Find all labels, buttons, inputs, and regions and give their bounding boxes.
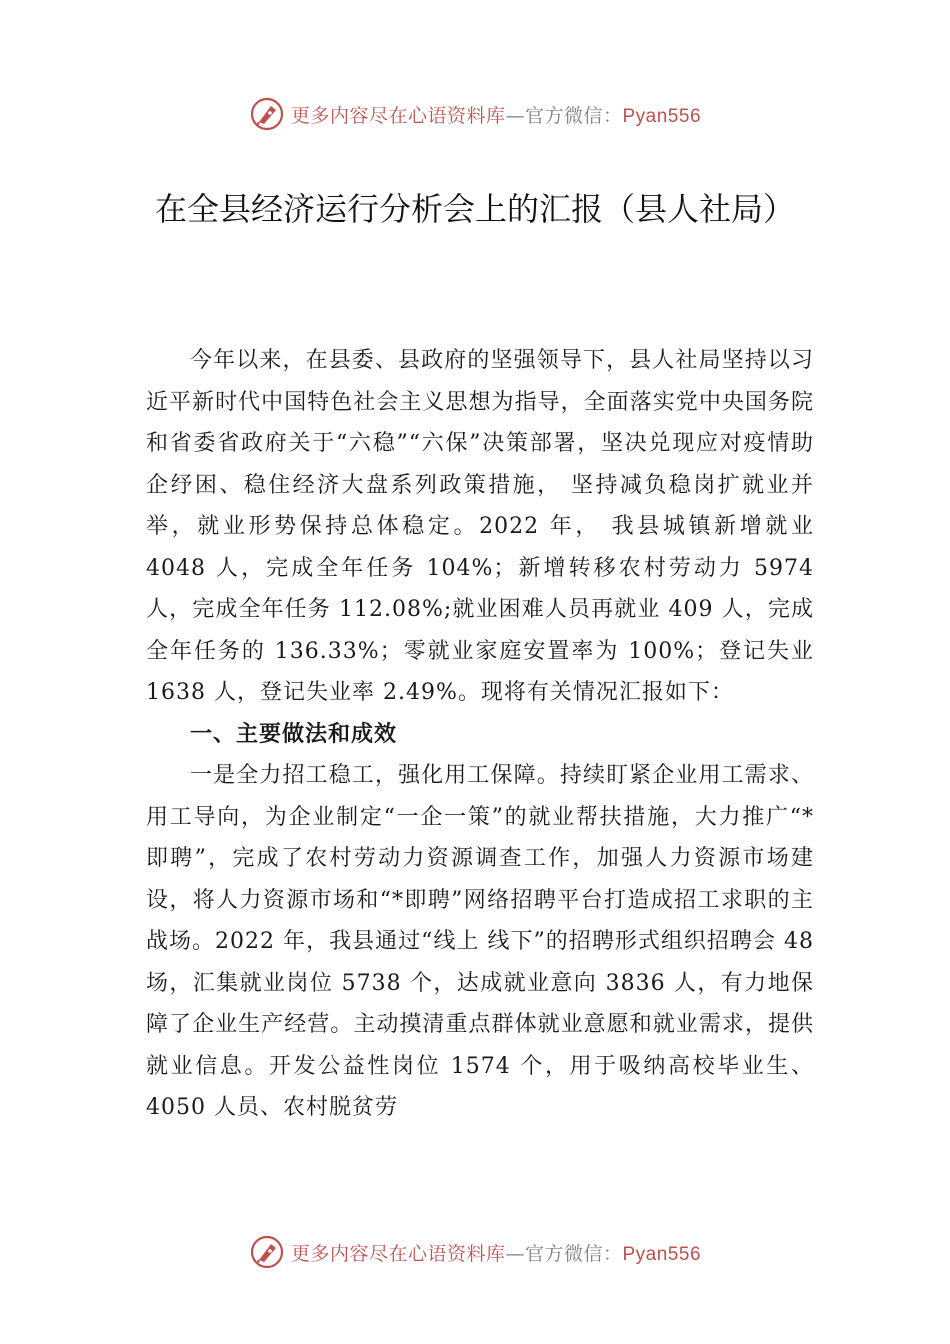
intro-paragraph: 今年以来，在县委、县政府的坚强领导下，县人社局坚持以习近平新时代中国特色社会主义思想为指导，全面落实党中央国务院和省委省政府关于“六稳”“六保”决策部署，坚决兑现应对疫情助企纾困、稳住经济大盘系列政策措施， 坚持减负稳岗扩就业并举，就业形势保持总体稳定。2022 年， 我县城镇新增就业 4048 人，完成全年任务 104%；新增转移农村劳动力 5974 人，完成全年任务 112.08%;就业困难人员再就业 409 人，完成全年任务的 136.33%；零就业家庭安置率为 100%；登记失业 1638 人，登记失业率 2.49%。现将有关情况汇报如下： — [146, 348, 814, 705]
pen-nib-icon — [249, 96, 285, 132]
wechat-id: Pyan556 — [622, 1243, 702, 1265]
promo-dash: — — [505, 104, 525, 127]
promo-label: 更多内容尽在心语资料库 — [290, 1242, 506, 1265]
promo-dash: — — [505, 1242, 525, 1265]
header-banner — [0, 94, 950, 134]
promo-label: 更多内容尽在心语资料库 — [290, 104, 506, 127]
wechat-label: 官方微信： — [524, 104, 623, 127]
body-paragraph: 一是全力招工稳工，强化用工保障。持续盯紧企业用工需求、用工导向，为企业制定“一企一策”的就业帮扶措施，大力推广“*即聘”，完成了农村劳动力资源调查工作，加强人力资源市场建设，将人力资源市场和“*即聘”网络招聘平台打造成招工求职的主战场。2022 年，我县通过“线上 线下”的招聘形式组织招聘会 48 场，汇集就业岗位 5738 个，达成就业意向 3836 人，有力地保障了企业生产经营。主动摸清重点群体就业意愿和就业需求，提供就业信息。开发公益性岗位 1574 个，用于吸纳高校毕业生、4050 人员、农村脱贫劳 — [146, 763, 814, 1120]
document-body — [146, 340, 814, 1129]
wechat-id: Pyan556 — [622, 105, 702, 127]
section-heading: 一、主要做法和成效 — [190, 721, 398, 747]
promo-text — [291, 1239, 701, 1266]
footer-banner — [0, 1232, 950, 1272]
pen-nib-icon — [249, 1234, 285, 1270]
wechat-label: 官方微信： — [524, 1242, 623, 1265]
document-title: 在全县经济运行分析会上的汇报（县人社局） — [154, 190, 795, 228]
promo-text — [291, 101, 701, 128]
